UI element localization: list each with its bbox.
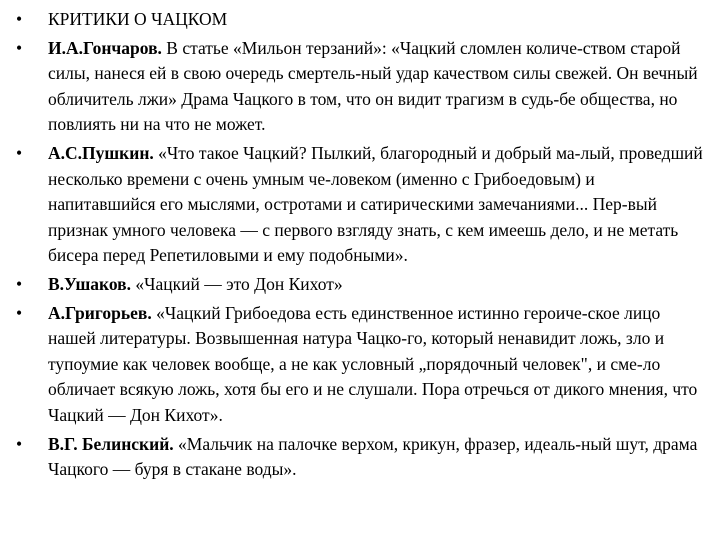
list-item-grigoryev (14, 301, 706, 429)
bullet-icon: • (16, 433, 23, 454)
quote-text: «Чацкий — это Дон Кихот» (130, 273, 343, 294)
quote-text: «Что такое Чацкий? Пылкий, благородный и добрый ма-лый, проведший несколько времени с очень умным че-ловеком (именно с Грибоедовым) и напитавшийся его мыслями, остротами и сатирическими замечаниями... Пер-вый признак умного человека — с первого взгляду знать, с кем имеешь дело, и не метать бисера перед Репетиловыми и ему подобными». (48, 142, 703, 266)
list-item-title (14, 7, 706, 33)
list-item-goncharov (14, 36, 706, 138)
author-name: В.Г. Белинский. (48, 433, 174, 454)
bullet-icon: • (16, 9, 23, 29)
list-item-ushakov (14, 272, 706, 298)
bullet-icon: • (16, 37, 23, 58)
author-name: В.Ушаков. (48, 273, 131, 294)
quote-text: «Чацкий Грибоедова есть единственное истинно героиче-ское лицо нашей литературы. Возвышенная натура Чацко-го, который ненавидит ложь, зло и тупоумие как человек вообще, а не как условный „порядочный человек", и сме-ло обличает всякую ложь, хотя бы его и не слушали. Пора отречься от дикого мнения, что Чацкий — Дон Кихот». (48, 302, 698, 425)
list-item-pushkin (14, 141, 706, 269)
author-name: А.С.Пушкин. (48, 142, 154, 163)
slide-title: КРИТИКИ О ЧАЦКОМ (48, 9, 228, 29)
author-name: И.А.Гончаров. (48, 37, 162, 58)
author-name: А.Григорьев. (48, 302, 152, 323)
bullet-icon: • (16, 273, 23, 294)
critics-list (14, 7, 706, 483)
bullet-icon: • (16, 142, 23, 163)
quote-text: В статье «Мильон терзаний»: «Чацкий сломлен количе-ством старой силы, нанеся ей в свою очередь смертель-ный удар качеством силы свежей. Он вечный обличитель лжи» Драма Чацкого в том, что он видит трагизм в судь-бе общества, но повлиять ни на что не может. (48, 37, 698, 135)
list-item-belinsky (14, 432, 706, 483)
quote-text: «Мальчик на палочке верхом, крикун, фразер, идеаль-ный шут, драма Чацкого — буря в стакане воды». (48, 433, 698, 480)
bullet-icon: • (16, 302, 23, 323)
